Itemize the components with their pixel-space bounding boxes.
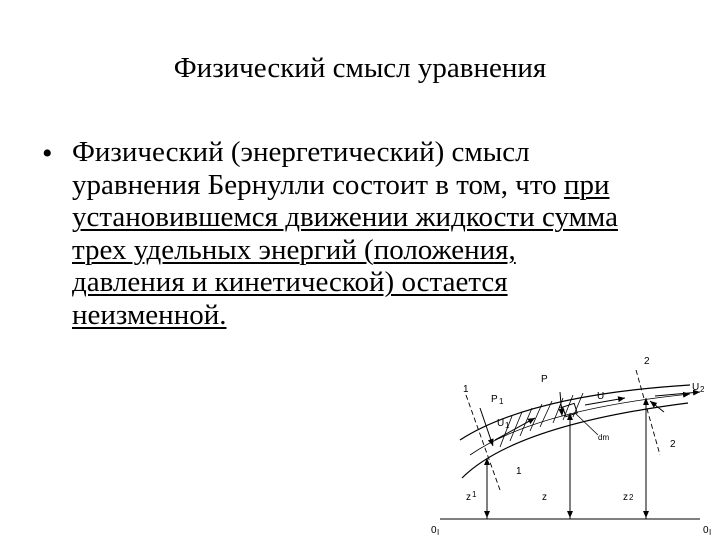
section-2-top-label: 2: [644, 356, 650, 367]
bullet-marker: •: [42, 137, 53, 170]
datum-right-subscript: I: [709, 528, 712, 537]
section-1-line: [466, 395, 500, 490]
streamtube-lower-boundary: [462, 403, 688, 478]
datum-left-subscript: I: [437, 528, 440, 537]
z-label: z: [542, 492, 547, 503]
streamtube-hatching: [500, 393, 583, 447]
velocity-u2-subscript: 2: [700, 385, 705, 394]
velocity-u1-subscript: 1: [505, 421, 510, 430]
dm-label: dm: [598, 433, 610, 442]
section-1-top-label: 1: [463, 384, 469, 395]
body-line-1: Физический (энергетический) смысл: [72, 136, 530, 168]
section-1-bottom-label: 1: [516, 466, 522, 477]
velocity-u-label: U: [597, 391, 605, 402]
z2-subscript: 2: [629, 493, 634, 502]
section-2-line: [636, 370, 660, 455]
body-line-4: трех удельных энергий (положения,: [72, 233, 516, 266]
point-a-label: A: [558, 403, 564, 412]
slide-title: Физический смысл уравнения: [173, 52, 547, 84]
z2-label: z: [623, 492, 628, 503]
velocity-u2-label: U: [692, 382, 700, 393]
body-line-6: неизменной.: [72, 298, 227, 331]
body-line-5: давления и кинетической) остается: [72, 266, 508, 299]
body-line-3: установившемся движении жидкости сумма: [72, 201, 618, 234]
datum-left-label: 0: [431, 525, 437, 536]
dm-leader-line: [576, 414, 598, 435]
velocity-u1-label: U: [497, 418, 505, 429]
body-line-2: уравнения Бернулли состоит в том, что при: [72, 168, 610, 201]
section-2-bottom-label: 2: [670, 439, 676, 450]
pressure-p1-subscript: 1: [499, 397, 504, 406]
datum-right-label: 0: [703, 525, 709, 536]
z1-label: z: [466, 492, 471, 503]
z1-subscript: 1: [472, 490, 477, 499]
pressure-p-label: P: [541, 374, 548, 385]
pressure-p1-label: P: [491, 394, 498, 405]
